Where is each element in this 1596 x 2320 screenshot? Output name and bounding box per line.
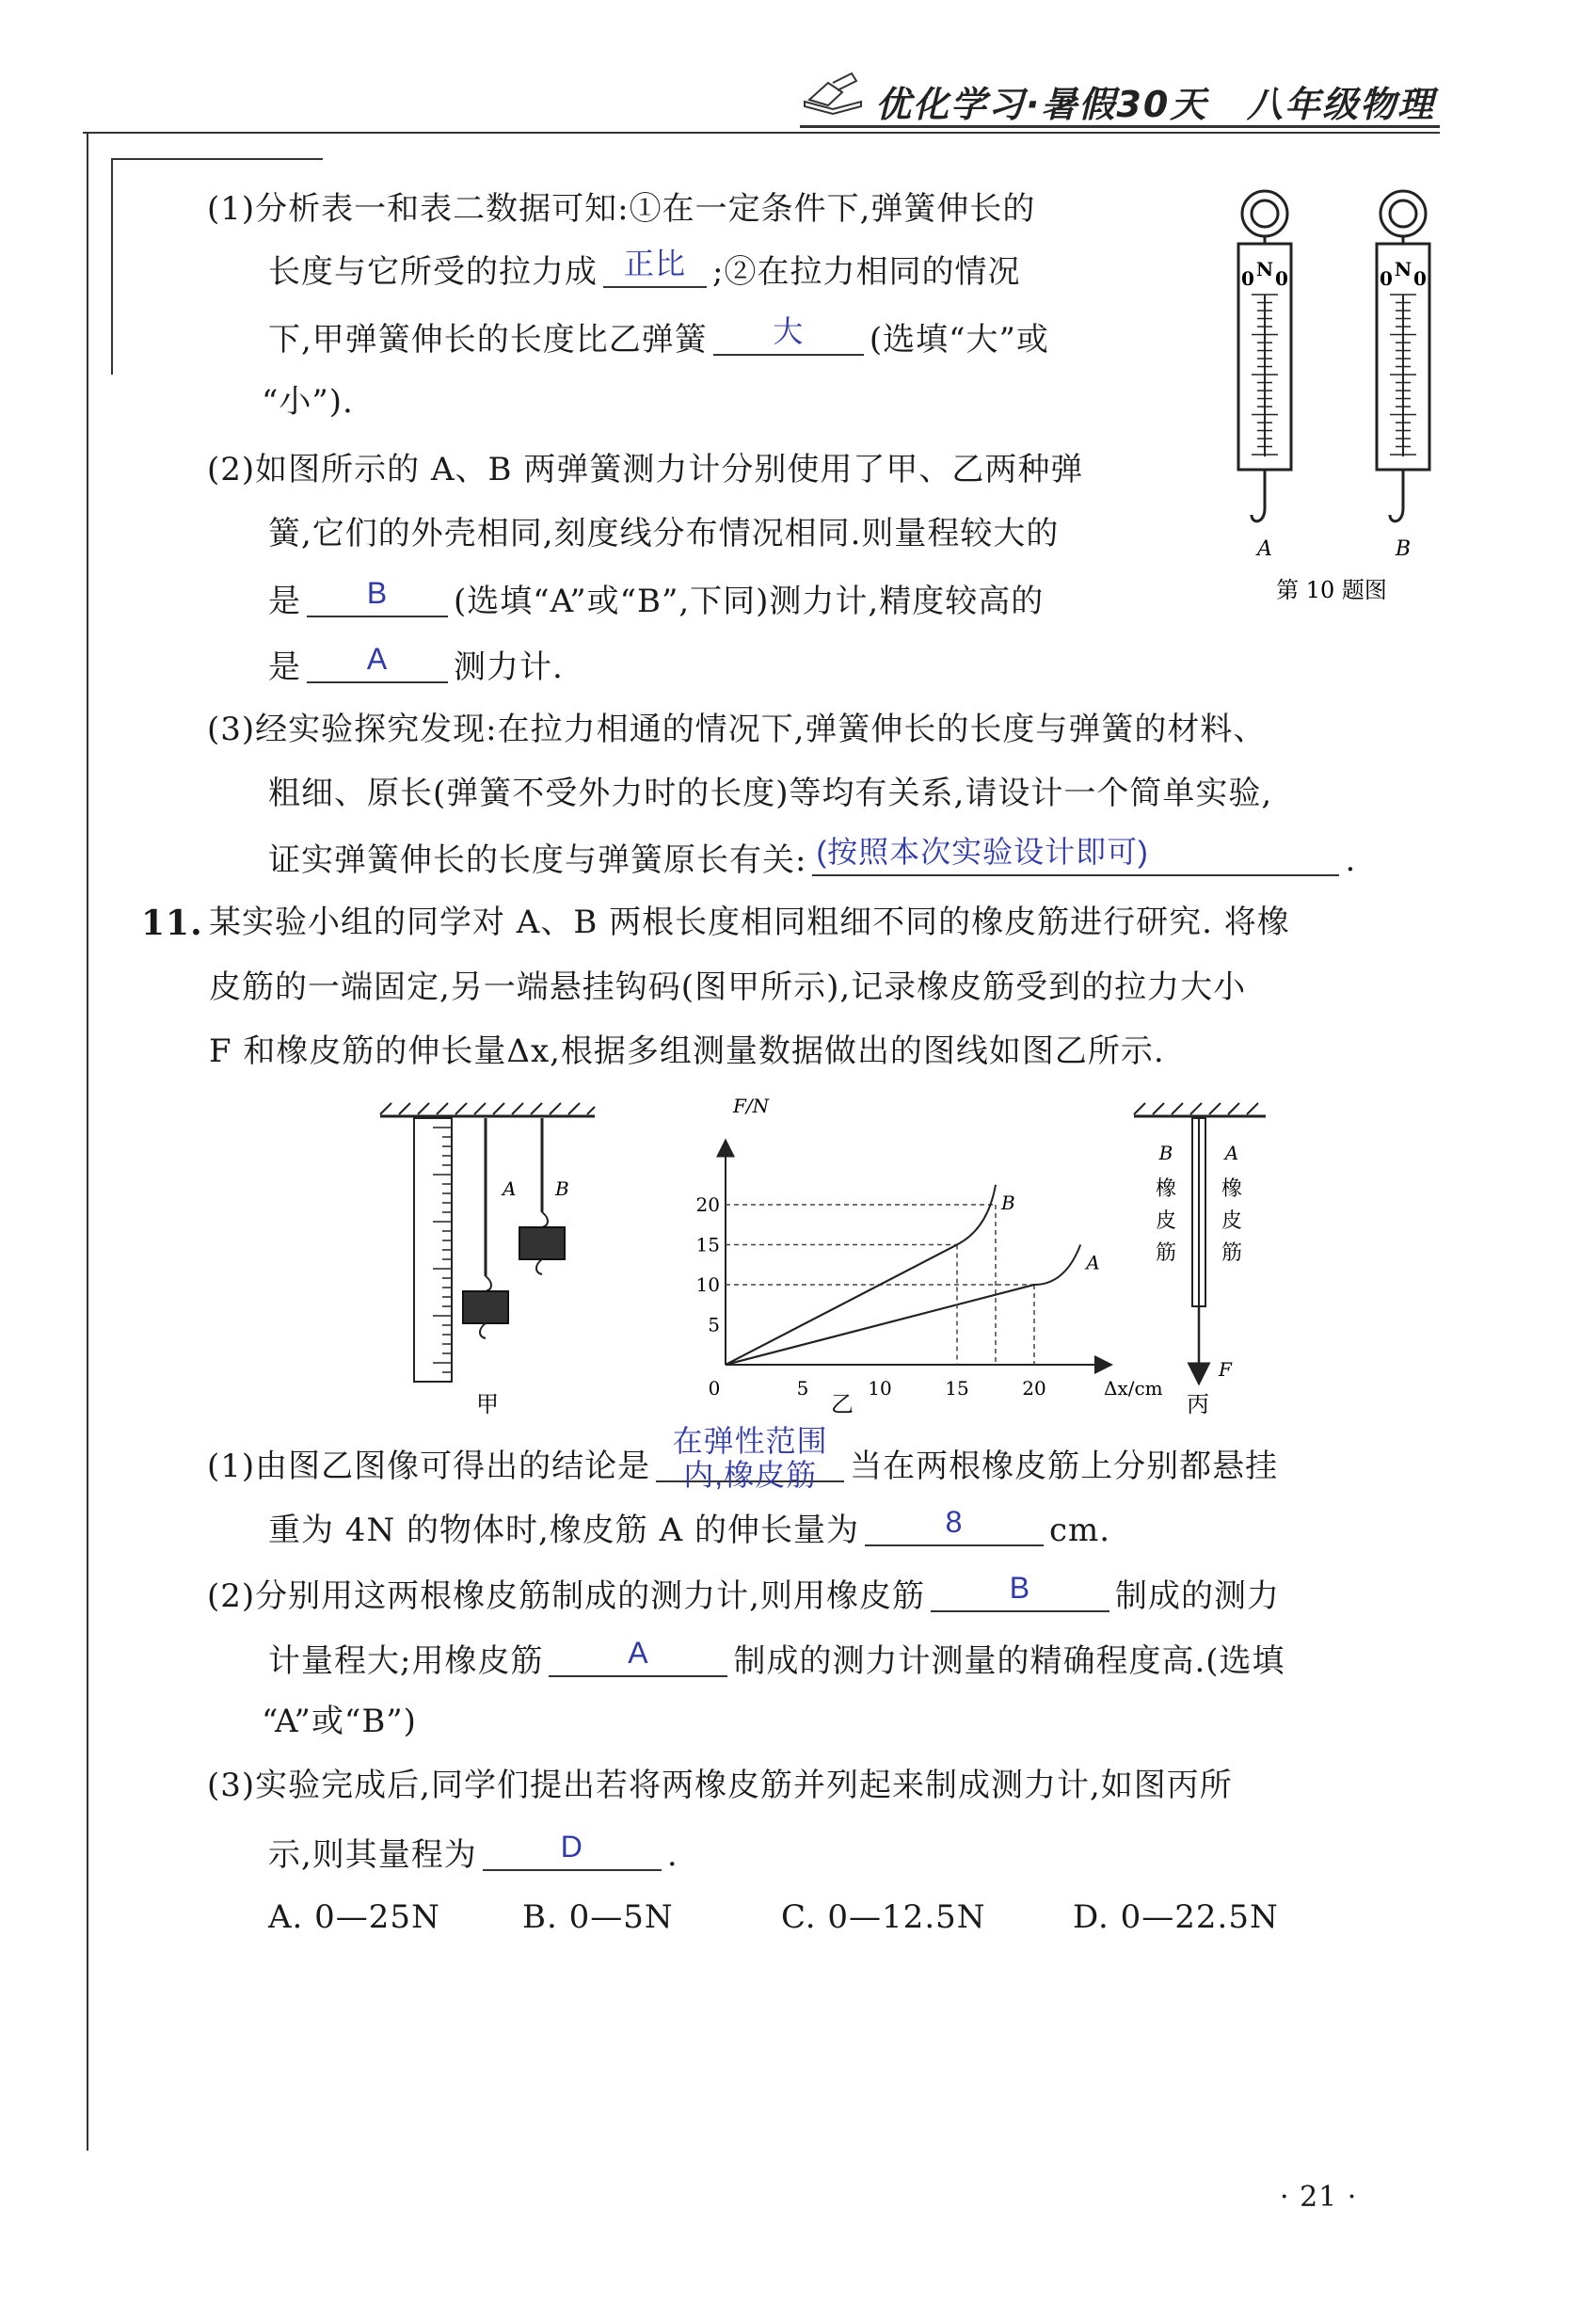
spring-scale-a-ticks — [1252, 295, 1278, 456]
q11-p1-line1 — [207, 1424, 1279, 1492]
q10-p2-line4b: 测力计. — [454, 648, 564, 686]
y-tick-label: 20 — [695, 1193, 720, 1216]
q10-p3-line2: 粗细、原长(弹簧不受外力时的长度)等均有关系,请设计一个简单实验, — [268, 775, 1273, 812]
spring-scale-a-zero-right: 0 — [1275, 267, 1288, 290]
q11-p3-line1: (3)实验完成后,同学们提出若将两橡皮筋并列起来制成测力计,如图丙所 — [207, 1767, 1233, 1804]
q10-p3-line3b: . — [1345, 841, 1357, 879]
q10-p2-line3b: (选填“A”或“B”,下同)测力计,精度较高的 — [454, 583, 1045, 620]
spring-scale-b-ticks — [1390, 295, 1416, 456]
q10-answer-2[interactable] — [713, 314, 864, 356]
q11-answer-2[interactable] — [865, 1505, 1044, 1546]
q10-answer-4[interactable] — [307, 642, 448, 683]
margin-bracket-left — [111, 158, 113, 375]
header-rule-thin — [83, 132, 1440, 134]
q10-answer-2-text: 大 — [773, 314, 805, 348]
y-tick-label: 15 — [695, 1233, 720, 1256]
q11-option-b[interactable]: B. 0—5N — [522, 1898, 674, 1936]
q11-p1-line2b: cm. — [1048, 1512, 1111, 1549]
fig-bing — [1125, 1101, 1275, 1421]
left-margin-rule — [87, 132, 88, 2151]
q10-figure-caption: 第 10 题图 — [1276, 577, 1387, 603]
series-B-line — [726, 1185, 996, 1365]
q11-p2-line1 — [207, 1571, 1280, 1615]
q11-number-text: 11. — [141, 904, 203, 943]
q10-answer-5-text: (按照本次实验设计即可) — [816, 835, 1149, 869]
q11-answer-1-line2: 内,橡皮筋 — [683, 1458, 818, 1492]
q10-answer-5[interactable] — [812, 835, 1339, 876]
q10-p1-line2b: ;②在拉力相同的情况 — [712, 253, 1021, 291]
q11-p3-line2a: 示,则其量程为 — [268, 1836, 477, 1874]
spring-scale-a-label: A — [1257, 537, 1272, 561]
fig-bing-label-b: B — [1158, 1142, 1173, 1164]
q11-answer-3-text: B — [1009, 1571, 1031, 1605]
fig-bing-caption: 丙 — [1187, 1391, 1209, 1417]
spring-scale-a — [1238, 191, 1291, 561]
fig-yi-plot — [696, 1095, 1163, 1417]
q10-p1-line3a: 下,甲弹簧伸长的长度比乙弹簧 — [268, 321, 708, 359]
fig-yi-chart — [673, 1092, 1163, 1421]
header — [800, 56, 1440, 132]
q10-p3-line1: (3)经实验探究发现:在拉力相通的情况下,弹簧伸长的长度与弹簧的材料、 — [207, 711, 1267, 748]
x-axis-label: Δx/cm — [1104, 1377, 1163, 1400]
x-tick-label: 5 — [796, 1377, 809, 1400]
fig-jia-caption: 甲 — [476, 1391, 499, 1417]
q11-p1-line1a: (1)由图乙图像可得出的结论是 — [207, 1448, 651, 1485]
fig-bing-text-b — [1156, 1177, 1176, 1265]
q11-p1-line2a: 重为 4N 的物体时,橡皮筋 A 的伸长量为 — [268, 1512, 859, 1549]
margin-bracket-top — [111, 158, 323, 160]
fig-bing-text-a — [1221, 1177, 1242, 1265]
y-tick-label: 10 — [695, 1273, 720, 1296]
q11-answer-2-text: 8 — [945, 1505, 964, 1539]
vertical-char: 橡 — [1221, 1177, 1243, 1201]
q11-intro-1: 某实验小组的同学对 A、B 两根长度相同粗细不同的橡皮筋进行研究. 将橡 — [209, 904, 1290, 941]
q11-p3-line2 — [268, 1830, 678, 1874]
q10-p2-line2: 簧,它们的外壳相同,刻度线分布情况相同.则量程较大的 — [268, 515, 1060, 552]
q10-p2-line3a: 是 — [268, 583, 301, 620]
q10-p2-line4 — [268, 642, 564, 686]
q11-p2-line1b: 制成的测力 — [1114, 1577, 1280, 1615]
q11-p2-line2b: 制成的测力计测量的精确程度高.(选填 — [733, 1642, 1285, 1680]
q10-answer-1-text: 正比 — [623, 247, 686, 280]
header-rule — [800, 125, 1440, 128]
q10-p1-line4: “小”). — [262, 383, 354, 421]
q10-answer-1[interactable] — [603, 247, 707, 288]
q11-option-c[interactable]: C. 0—12.5N — [781, 1898, 986, 1936]
q11-intro-2: 皮筋的一端固定,另一端悬挂钩码(图甲所示),记录橡皮筋受到的拉力大小 — [209, 968, 1247, 1006]
q10-p1-line1: (1)分析表一和表二数据可知:①在一定条件下,弹簧伸长的 — [207, 190, 1036, 228]
q11-answer-5-text: D — [560, 1830, 583, 1864]
vertical-char: 皮 — [1155, 1209, 1177, 1233]
spring-scale-a-unit: N — [1255, 258, 1274, 280]
book-logo-icon — [800, 64, 866, 120]
q10-answer-3-text: B — [366, 576, 389, 610]
vertical-char: 筋 — [1221, 1241, 1243, 1265]
fig-jia-label-a: A — [503, 1177, 517, 1200]
fig-yi-caption: 乙 — [831, 1391, 854, 1417]
q11-p3-line2b: . — [666, 1836, 678, 1874]
q10-p3-line3 — [268, 835, 1357, 879]
subject-title: 八年级物理 — [1247, 84, 1436, 125]
fig-jia — [376, 1101, 602, 1421]
x-tick-label: 10 — [868, 1377, 892, 1400]
q10-figure — [1214, 184, 1459, 616]
spring-scale-b-zero-right: 0 — [1413, 267, 1427, 290]
fig-jia-label-b: B — [555, 1177, 569, 1200]
series-B-label: B — [1001, 1191, 1015, 1214]
q11-number — [141, 904, 203, 943]
q11-answer-1-line1: 在弹性范围 — [672, 1424, 828, 1458]
fig-bing-force-label: F — [1219, 1358, 1232, 1381]
x-tick-label: 0 — [708, 1377, 721, 1400]
vertical-char: 皮 — [1221, 1209, 1243, 1233]
fig-jia-ruler-ticks — [433, 1128, 452, 1382]
q11-p2-line2 — [268, 1636, 1285, 1680]
page-number: · 21 · — [1280, 2181, 1358, 2214]
q11-p2-line2a: 计量程大;用橡皮筋 — [268, 1642, 544, 1680]
spring-scale-b-unit: N — [1394, 258, 1412, 280]
q11-answer-1[interactable] — [656, 1424, 844, 1492]
q11-answer-4[interactable] — [549, 1636, 727, 1677]
spring-scale-a-zero-left: 0 — [1241, 267, 1254, 290]
q10-p1-line2 — [268, 247, 1021, 291]
q10-p1-line3b: (选填“大”或 — [869, 321, 1049, 359]
vertical-char: 橡 — [1155, 1177, 1177, 1201]
vertical-char: 筋 — [1155, 1241, 1177, 1265]
q10-p2-line3 — [268, 576, 1045, 620]
q11-answer-1-text — [656, 1424, 844, 1492]
q11-option-a[interactable]: A. 0—25N — [268, 1898, 440, 1936]
q11-answer-4-text: A — [628, 1636, 649, 1670]
q11-p1-line2 — [268, 1505, 1111, 1549]
q11-option-d[interactable]: D. 0—22.5N — [1073, 1898, 1279, 1936]
q11-answer-3[interactable] — [931, 1571, 1109, 1612]
q10-p3-line3a: 证实弹簧伸长的长度与弹簧原长有关: — [268, 841, 807, 879]
q10-p1-line2a: 长度与它所受的拉力成 — [268, 253, 598, 291]
q11-p1-line1b: 当在两根橡皮筋上分别都悬挂 — [850, 1448, 1279, 1485]
spring-scale-b-zero-left: 0 — [1380, 267, 1393, 290]
series-A-label: A — [1086, 1251, 1100, 1274]
x-tick-label: 15 — [945, 1377, 969, 1400]
spring-scale-b-label: B — [1395, 537, 1412, 561]
series-A-line — [726, 1245, 1080, 1366]
y-tick-label: 5 — [708, 1313, 720, 1336]
book-title: 优化学习·暑假30天 — [875, 84, 1208, 125]
q10-p1-line3 — [268, 314, 1049, 359]
q10-p2-line4a: 是 — [268, 648, 301, 686]
q10-answer-4-text: A — [366, 642, 389, 676]
q11-p2-line3: “A”或“B”) — [262, 1703, 417, 1740]
q11-p2-line1a: (2)分别用这两根橡皮筋制成的测力计,则用橡皮筋 — [207, 1577, 925, 1615]
q11-answer-5[interactable] — [483, 1830, 662, 1871]
fig-bing-label-a: A — [1224, 1142, 1239, 1164]
y-axis-label: F/N — [733, 1095, 770, 1117]
q11-intro-3: F 和橡皮筋的伸长量Δx,根据多组测量数据做出的图线如图乙所示. — [209, 1032, 1165, 1070]
q10-answer-3[interactable] — [307, 576, 448, 617]
x-tick-label: 20 — [1022, 1377, 1046, 1400]
spring-scale-b — [1377, 191, 1429, 561]
q10-p2-line1: (2)如图所示的 A、B 两弹簧测力计分别使用了甲、乙两种弹 — [207, 451, 1084, 488]
